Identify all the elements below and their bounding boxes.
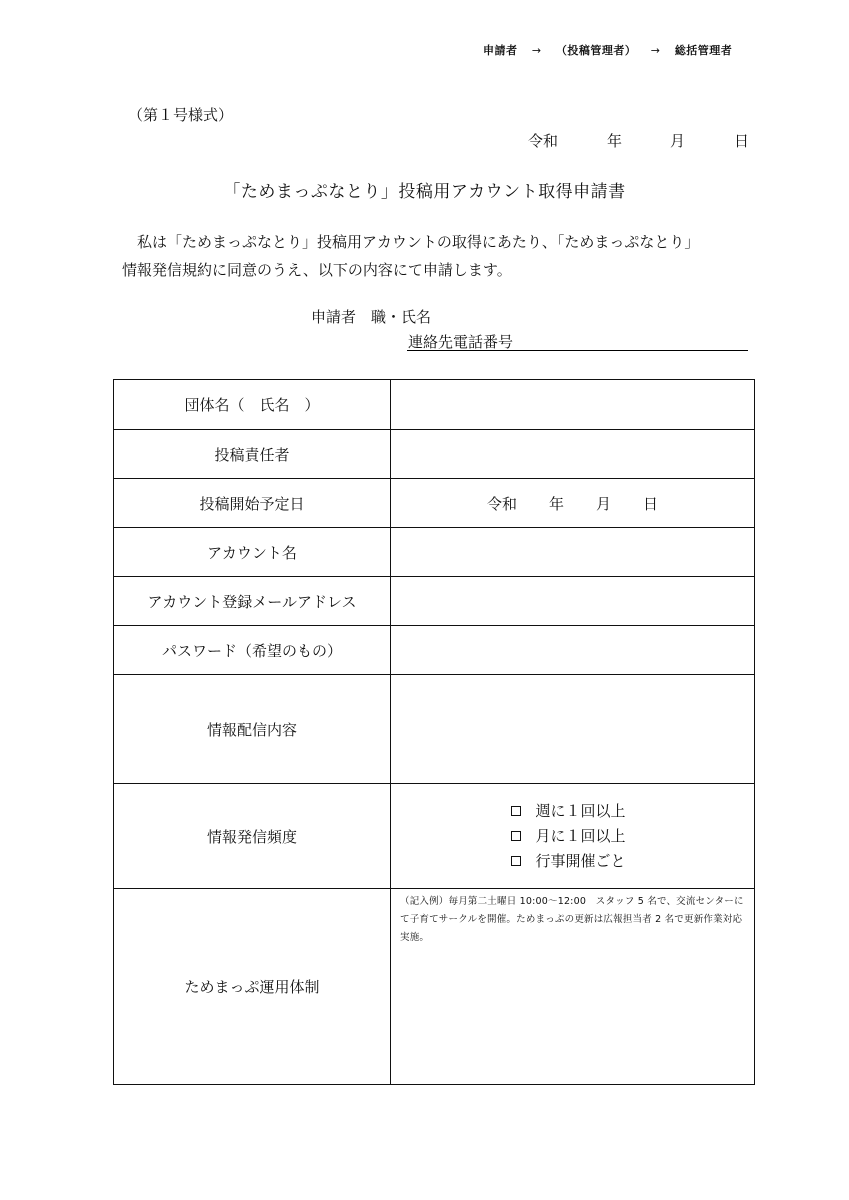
route-general-manager: 総括管理者 — [674, 44, 733, 57]
table-row-account-name — [114, 528, 754, 577]
row-label: 団体名（ 氏名 ） — [114, 380, 391, 429]
start-date-field[interactable] — [391, 479, 754, 527]
row-label: アカウント登録メールアドレス — [114, 577, 391, 625]
frequency-option-label: 月に１回以上 — [535, 826, 626, 845]
frequency-option-label: 週に１回以上 — [535, 801, 626, 820]
row-label: 情報配信内容 — [114, 675, 391, 783]
route-applicant: 申請者 — [483, 44, 518, 57]
table-row-frequency — [114, 784, 754, 889]
account-name-field[interactable] — [391, 528, 754, 576]
row-label: パスワード（希望のもの） — [114, 626, 391, 674]
checkbox-icon[interactable] — [511, 856, 521, 866]
checkbox-icon[interactable] — [511, 831, 521, 841]
right-arrow-icon: → — [531, 44, 542, 57]
frequency-option-label: 行事開催ごと — [535, 851, 626, 870]
table-row-password — [114, 626, 754, 675]
frequency-option[interactable] — [511, 824, 625, 849]
date-year: 年 — [607, 132, 623, 150]
date-day: 日 — [734, 132, 750, 150]
application-form-table — [113, 379, 755, 1085]
content-field[interactable] — [391, 675, 754, 783]
post-manager-field[interactable] — [391, 430, 754, 478]
password-field[interactable] — [391, 626, 754, 674]
table-row-email — [114, 577, 754, 626]
email-field[interactable] — [391, 577, 754, 625]
row-label: ためまっぷ運用体制 — [114, 889, 391, 1084]
statement-line-2: 情報発信規約に同意のうえ、以下の内容にて申請します。 — [122, 261, 512, 279]
operations-field[interactable] — [391, 889, 754, 1084]
table-row-start-date — [114, 479, 754, 528]
row-label: 投稿責任者 — [114, 430, 391, 478]
checkbox-icon[interactable] — [511, 806, 521, 816]
approval-route — [483, 42, 732, 58]
date-month: 月 — [670, 132, 686, 150]
row-label: アカウント名 — [114, 528, 391, 576]
table-row-content — [114, 675, 754, 784]
applicant-name-label: 申請者 職・氏名 — [311, 308, 432, 326]
table-row-operations — [114, 889, 754, 1084]
start-date-month: 月 — [596, 494, 612, 513]
start-date-era: 令和 — [486, 494, 517, 513]
organization-name-field[interactable] — [391, 380, 754, 429]
row-label: 投稿開始予定日 — [114, 479, 391, 527]
application-statement — [122, 228, 762, 284]
row-label: 情報発信頻度 — [114, 784, 391, 888]
route-post-manager: （投稿管理者） — [555, 44, 637, 57]
right-arrow-icon: → — [650, 44, 661, 57]
frequency-option[interactable] — [511, 849, 625, 874]
table-row-organization — [114, 380, 754, 430]
frequency-options — [391, 784, 754, 888]
application-date — [0, 130, 849, 150]
contact-phone-field[interactable] — [407, 350, 748, 351]
start-date-year: 年 — [548, 494, 564, 513]
table-row-post-manager — [114, 430, 754, 479]
statement-line-1: 私は「ためまっぷなとり」投稿用アカウントの取得にあたり、「ためまっぷなとり」 — [137, 233, 700, 251]
form-number: （第１号様式） — [128, 106, 234, 124]
start-date-day: 日 — [643, 494, 659, 513]
page-title: 「ためまっぷなとり」投稿用アカウント取得申請書 — [223, 182, 626, 202]
contact-phone-label: 連絡先電話番号 — [408, 333, 514, 351]
frequency-option[interactable] — [511, 799, 625, 824]
operation-example-text: （記入例）毎月第二土曜日 10:00～12:00 スタッフ 5 名で、交流センターにて子育てサークルを開催。ためまっぷの更新は広報担当者 2 名で更新作業対応実施。 — [400, 896, 744, 943]
date-era: 令和 — [528, 132, 559, 150]
